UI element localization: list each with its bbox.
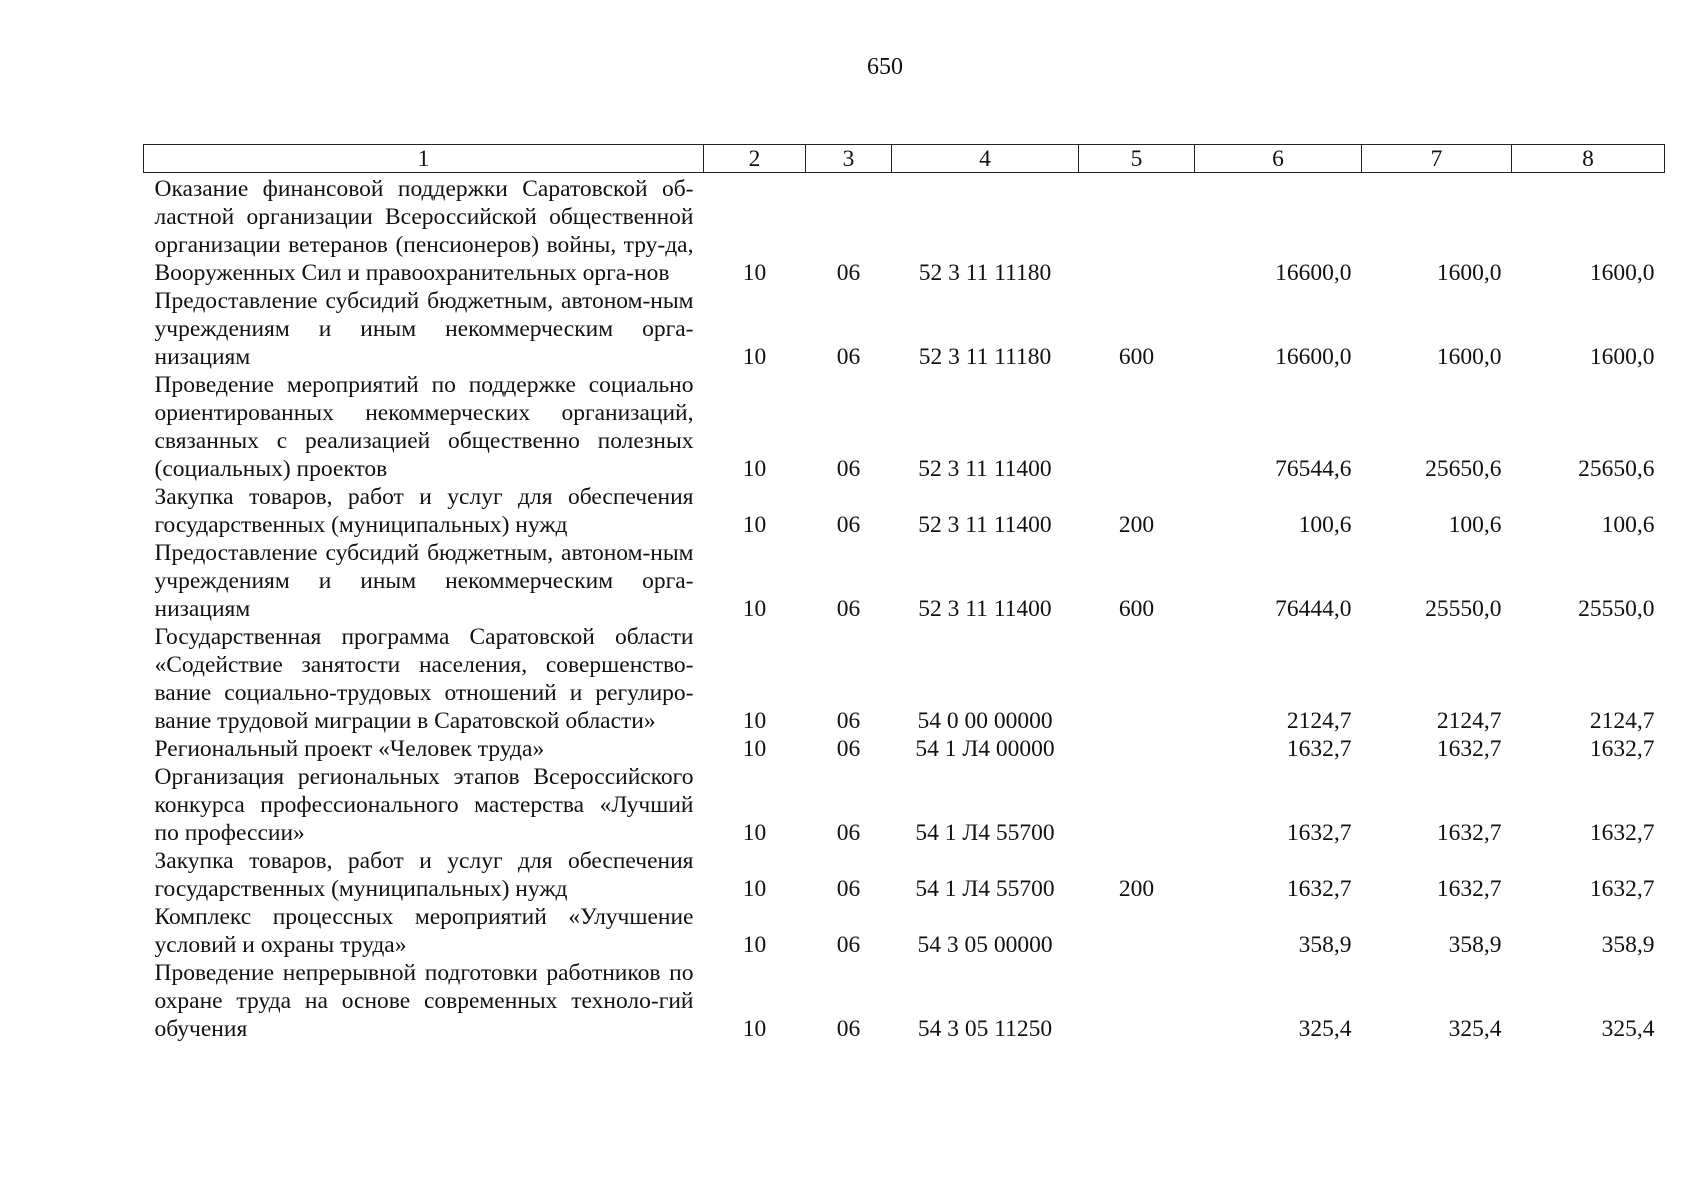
amount-cell: 1632,7 <box>1436 876 1502 902</box>
item-name-cell: Проведение мероприятий по поддержке социально ориентированных некоммерческих организаций, связанных с реализацией общественно полезных (социальных) проектов <box>154 372 694 482</box>
subsection-code-cell: 06 <box>836 260 861 286</box>
subsection-code-cell: 06 <box>836 820 861 846</box>
item-name-cell: Предоставление субсидий бюджетным, автоном-ным учреждениям и иным некоммерческим орга-низациям <box>154 288 694 370</box>
target-article-cell: 54 1 Л4 55700 <box>915 820 1055 846</box>
target-article-cell: 52 3 11 11400 <box>918 512 1052 538</box>
amount-cell: 1632,7 <box>1436 820 1502 846</box>
amount-cell: 358,9 <box>1448 932 1502 958</box>
column-header: 3 <box>806 145 892 173</box>
amount-cell: 100,6 <box>1448 512 1502 538</box>
section-code-cell: 10 <box>742 736 767 762</box>
page-number: 650 <box>867 54 903 80</box>
item-name-cell: Предоставление субсидий бюджетным, автоном-ным учреждениям и иным некоммерческим орга-низациям <box>154 540 694 622</box>
table-body <box>144 173 1665 1044</box>
section-code-cell: 10 <box>742 260 767 286</box>
column-header: 8 <box>1512 145 1665 173</box>
table-row <box>144 735 1665 763</box>
subsection-code-cell: 06 <box>836 456 861 482</box>
table-header-row <box>144 145 1665 173</box>
amount-cell: 16600,0 <box>1275 260 1352 286</box>
amount-cell: 1632,7 <box>1589 876 1655 902</box>
expense-type-cell <box>1079 173 1195 288</box>
expense-type-cell <box>1079 959 1195 1043</box>
budget-table <box>143 144 1665 1043</box>
amount-cell: 1632,7 <box>1589 820 1655 846</box>
subsection-code-cell: 06 <box>836 876 861 902</box>
subsection-code-cell: 06 <box>836 932 861 958</box>
amount-cell: 2124,7 <box>1436 708 1502 734</box>
expense-type-cell <box>1079 763 1195 847</box>
section-code-cell: 10 <box>742 708 767 734</box>
table-row <box>144 539 1665 623</box>
item-name-cell: Закупка товаров, работ и услуг для обеспечения государственных (муниципальных) нужд <box>154 848 694 902</box>
section-code-cell: 10 <box>742 932 767 958</box>
table-row <box>144 483 1665 539</box>
amount-cell: 325,4 <box>1448 1016 1502 1042</box>
expense-type-cell: 600 <box>1118 596 1155 622</box>
amount-cell: 358,9 <box>1601 932 1655 958</box>
amount-cell: 358,9 <box>1298 932 1352 958</box>
section-code-cell: 10 <box>742 876 767 902</box>
table-row <box>144 847 1665 903</box>
target-article-cell: 52 3 11 11400 <box>918 456 1052 482</box>
subsection-code-cell: 06 <box>836 596 861 622</box>
item-name-cell: Закупка товаров, работ и услуг для обеспечения государственных (муниципальных) нужд <box>154 484 694 538</box>
amount-cell: 1600,0 <box>1589 344 1655 370</box>
table-row <box>144 173 1665 288</box>
table-row <box>144 287 1665 371</box>
amount-cell: 1632,7 <box>1286 736 1352 762</box>
target-article-cell: 52 3 11 11180 <box>918 260 1052 286</box>
section-code-cell: 10 <box>742 344 767 370</box>
column-header: 4 <box>892 145 1079 173</box>
column-header: 2 <box>704 145 806 173</box>
section-code-cell: 10 <box>742 512 767 538</box>
amount-cell: 2124,7 <box>1286 708 1352 734</box>
amount-cell: 25550,0 <box>1578 596 1655 622</box>
item-name-cell: Проведение непрерывной подготовки работников по охране труда на основе современных техноло-гий обучения <box>154 960 694 1042</box>
table-row <box>144 959 1665 1043</box>
amount-cell: 25650,6 <box>1578 456 1655 482</box>
section-code-cell: 10 <box>742 820 767 846</box>
amount-cell: 1600,0 <box>1589 260 1655 286</box>
amount-cell: 76544,6 <box>1275 456 1352 482</box>
amount-cell: 25650,6 <box>1425 456 1502 482</box>
target-article-cell: 54 1 Л4 00000 <box>915 736 1055 762</box>
amount-cell: 1632,7 <box>1436 736 1502 762</box>
table-row <box>144 623 1665 735</box>
target-article-cell: 54 3 05 00000 <box>917 932 1053 958</box>
amount-cell: 100,6 <box>1601 512 1655 538</box>
amount-cell: 100,6 <box>1298 512 1352 538</box>
amount-cell: 325,4 <box>1601 1016 1655 1042</box>
item-name-cell: Организация региональных этапов Всероссийского конкурса профессионального мастерства «Лучший по профессии» <box>154 764 694 846</box>
subsection-code-cell: 06 <box>836 1016 861 1042</box>
target-article-cell: 54 1 Л4 55700 <box>915 876 1055 902</box>
item-name-cell: Государственная программа Саратовской области «Содействие занятости населения, совершенство-вание социально-трудовых отношений и регулиро-вание трудовой миграции в Саратовской области» <box>154 624 694 734</box>
item-name-cell: Региональный проект «Человек труда» <box>154 736 545 762</box>
target-article-cell: 52 3 11 11180 <box>918 344 1052 370</box>
amount-cell: 1632,7 <box>1286 876 1352 902</box>
subsection-code-cell: 06 <box>836 512 861 538</box>
amount-cell: 2124,7 <box>1589 708 1655 734</box>
expense-type-cell: 600 <box>1118 344 1155 370</box>
subsection-code-cell: 06 <box>836 736 861 762</box>
expense-type-cell <box>1079 371 1195 483</box>
column-header: 5 <box>1079 145 1195 173</box>
expense-type-cell: 200 <box>1118 512 1155 538</box>
target-article-cell: 54 0 00 00000 <box>917 708 1053 734</box>
section-code-cell: 10 <box>742 1016 767 1042</box>
section-code-cell: 10 <box>742 596 767 622</box>
amount-cell: 1632,7 <box>1589 736 1655 762</box>
amount-cell: 325,4 <box>1298 1016 1352 1042</box>
column-header: 1 <box>144 145 704 173</box>
amount-cell: 76444,0 <box>1275 596 1352 622</box>
table-row <box>144 371 1665 483</box>
amount-cell: 1600,0 <box>1436 344 1502 370</box>
table-row <box>144 763 1665 847</box>
expense-type-cell: 200 <box>1118 876 1155 902</box>
item-name-cell: Оказание финансовой поддержки Саратовской об-ластной организации Всероссийской общественной организации ветеранов (пенсионеров) войны, тру-да, Вооруженных Сил и правоохранительных орга-нов <box>154 176 694 286</box>
amount-cell: 16600,0 <box>1275 344 1352 370</box>
item-name-cell: Комплекс процессных мероприятий «Улучшение условий и охраны труда» <box>154 904 694 958</box>
section-code-cell: 10 <box>742 456 767 482</box>
subsection-code-cell: 06 <box>836 344 861 370</box>
amount-cell: 25550,0 <box>1425 596 1502 622</box>
target-article-cell: 52 3 11 11400 <box>918 596 1052 622</box>
column-header: 7 <box>1362 145 1512 173</box>
amount-cell: 1632,7 <box>1286 820 1352 846</box>
amount-cell: 1600,0 <box>1436 260 1502 286</box>
subsection-code-cell: 06 <box>836 708 861 734</box>
table-row <box>144 903 1665 959</box>
expense-type-cell <box>1079 735 1195 763</box>
expense-type-cell <box>1079 623 1195 735</box>
column-header: 6 <box>1195 145 1362 173</box>
target-article-cell: 54 3 05 11250 <box>917 1016 1053 1042</box>
expense-type-cell <box>1079 903 1195 959</box>
